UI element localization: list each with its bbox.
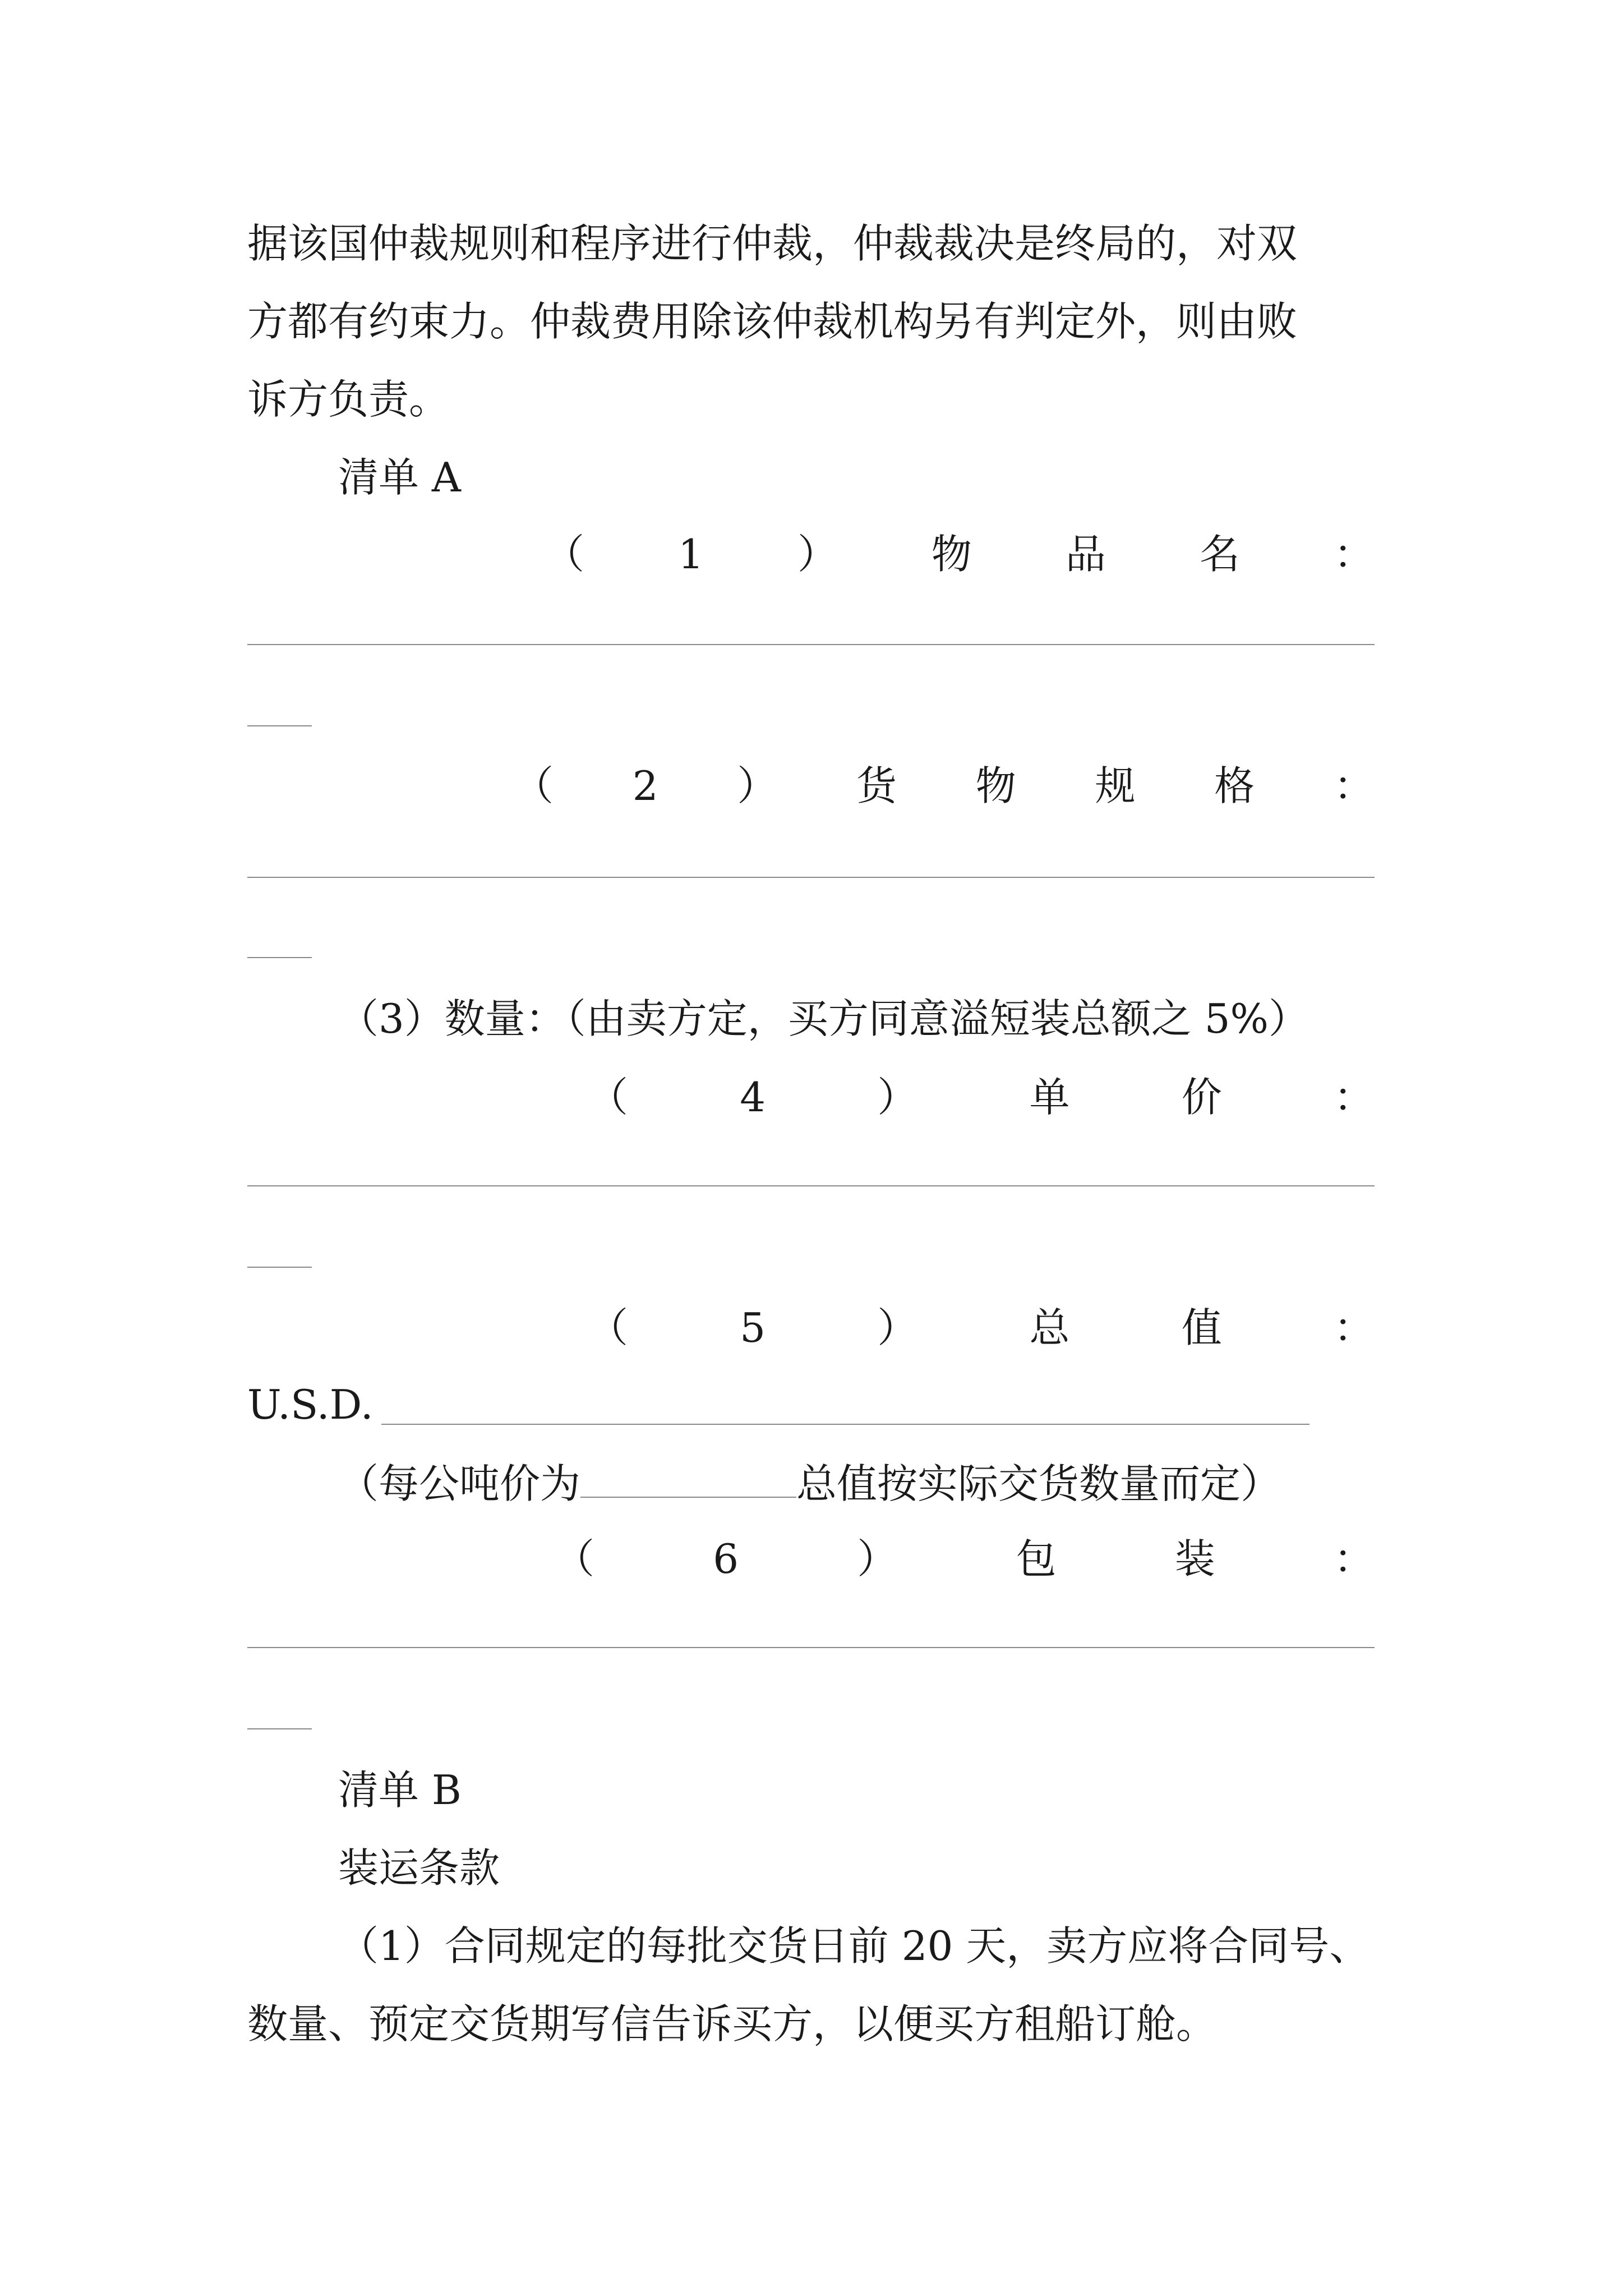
label-part: 物 [931,531,972,578]
paragraph-line: 据该国仲裁规则和程序进行仲裁，仲裁裁决是终局的，对双 [247,220,1298,267]
fill-in-blank-line [247,1728,312,1729]
list-a-heading: 清单 A [338,454,461,501]
label-part: ） [797,531,838,578]
label-part: 规 [1095,762,1136,809]
fill-in-blank-line [247,644,1375,645]
label-part: 4 [740,1074,766,1121]
label-part: （ [513,762,554,809]
label-part: 价 [1181,1074,1222,1121]
label-part: （ [588,1304,629,1351]
label-part: 格 [1214,762,1255,809]
fill-in-blank-line [247,725,312,726]
paragraph-line: 诉方负责。 [247,376,450,423]
label-part: 1 [678,531,704,578]
label-part: ） [857,1535,898,1582]
price-per-ton-blank [580,1462,796,1498]
label-part: 5 [740,1304,766,1351]
fill-in-blank-line [247,957,312,958]
label-part: ） [877,1074,918,1121]
label-part: 包 [1016,1535,1057,1582]
shipping-terms-heading: 装运条款 [338,1844,500,1892]
label-part: ： [1333,1074,1374,1121]
label-part: 装 [1174,1535,1215,1582]
fill-in-blank-line [381,1424,1310,1425]
label-part: 单 [1029,1074,1070,1121]
label-part: 2 [632,762,658,809]
label-part: ： [1333,1535,1374,1582]
label-part: （ [588,1074,629,1121]
label-part: 6 [713,1535,739,1582]
list-b-heading: 清单 B [338,1766,462,1814]
fill-in-blank-line [247,877,1375,878]
label-part: ） [877,1304,918,1351]
label-part: ） [737,762,778,809]
usd-label: U.S.D. [247,1381,374,1428]
fill-in-blank-line [247,1185,1375,1186]
label-part: （ [544,531,585,578]
paragraph-line: （1）合同规定的每批交货日前 20 天，卖方应将合同号、 [338,1922,1370,1970]
fill-in-blank-line [247,1267,312,1268]
item-3-quantity: （3）数量：（由卖方定，买方同意溢短装总额之 5%） [338,995,1309,1042]
paragraph-line: 数量、预定交货期写信告诉买方，以便买方租船订舱。 [247,2000,1217,2047]
item-2-label [513,762,1374,809]
item-1-label [544,531,1374,578]
paragraph-line: 方都有约束力。仲裁费用除该仲裁机构另有判定外，则由败 [247,298,1298,345]
label-part: （ [554,1535,595,1582]
label-part: 品 [1065,531,1106,578]
label-part: 名 [1199,531,1240,578]
price-note-suffix: 总值按实际交货数量而定） [796,1460,1281,1507]
fill-in-blank-line [247,1647,1375,1648]
label-part: ： [1333,531,1374,578]
price-note-prefix: （每公吨价为 [338,1460,581,1507]
label-part: ： [1333,762,1374,809]
item-5-label [588,1304,1374,1351]
label-part: 物 [975,762,1016,809]
label-part: 货 [856,762,897,809]
label-part: 总 [1029,1304,1070,1351]
price-note [338,1460,1281,1507]
label-part: 值 [1181,1304,1222,1351]
item-4-label [588,1074,1374,1121]
label-part: ： [1333,1304,1374,1351]
item-6-label [554,1535,1374,1582]
